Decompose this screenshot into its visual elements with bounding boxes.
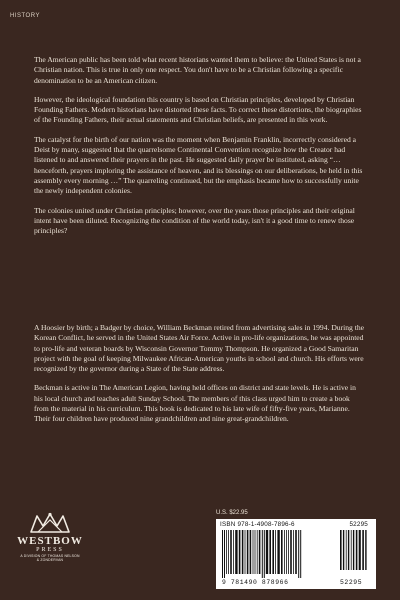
barcode-bar — [250, 530, 252, 574]
barcode-bar — [226, 530, 227, 574]
barcode-digits: 9 781490 878966 — [222, 579, 289, 586]
barcode-bar — [281, 530, 283, 574]
barcode-bar — [222, 530, 223, 578]
barcode-bar — [300, 530, 301, 578]
barcode-bar — [298, 530, 299, 578]
barcode-bar — [259, 530, 261, 574]
barcode-bar — [295, 530, 297, 574]
barcode-bar — [245, 530, 246, 574]
barcode-bar — [348, 530, 349, 570]
barcode-bar — [269, 530, 271, 574]
author-bio — [34, 323, 365, 434]
price-label: U.S. $22.95 — [216, 510, 248, 516]
description-paragraph: However, the ideological foundation this country is based on Christian principles, developed by Christian Founding Fathers. Modern historians have distorted these facts. To correct these distortions, the biographies of the Founding Fathers, their actual statements and Christian beliefs, are presented in this work. — [34, 94, 362, 125]
publisher-name: WESTBOW — [17, 535, 83, 547]
barcode-bar — [233, 530, 234, 574]
barcode-bar — [359, 530, 361, 570]
barcode-bar — [253, 530, 254, 574]
barcode-bar — [284, 530, 285, 574]
barcode-addon-digits: 52295 — [340, 579, 363, 586]
barcode-bar — [288, 530, 289, 574]
publisher-press: PRESS — [36, 547, 64, 553]
description-paragraph: The American public has been told what recent historians wanted them to believe: the United States is not a Christian nation. This is true in only one respect. You don't have to be a Christian following a specific denomination to be an American citizen. — [34, 55, 361, 85]
barcode-bar — [351, 530, 352, 570]
barcode-bar — [275, 530, 276, 574]
barcode-bar — [264, 530, 265, 578]
barcode-bar — [262, 530, 263, 578]
barcode-bar — [343, 530, 344, 570]
description-paragraph: The catalyst for the birth of our nation was the moment when Benjamin Franklin, incorrectly considered a Deist by many, suggested that the quarrelsome Continental Convention recognize how the Creator had listened to and answered their prayers in the past. He suggested daily prayer be instituted, asking “… henceforth, prayers imploring the assistance of heaven, and its blessings on our deliberations, be held in this assembly every morning …” The quarreling continued, but the emphasis became how to successfully unite the newly independent colonies. — [34, 134, 363, 196]
westbow-crown-mark-icon — [27, 512, 73, 534]
barcode-bar — [228, 530, 229, 574]
barcode-bar — [290, 530, 292, 574]
isbn-text-row — [220, 521, 372, 528]
barcode-bars — [220, 530, 372, 578]
barcode-bar — [224, 530, 225, 578]
barcode-bar — [277, 530, 279, 574]
barcode-bar — [356, 530, 358, 570]
barcode-bar — [286, 530, 287, 574]
barcode-bar — [266, 530, 268, 574]
isbn-addon-code: 52295 — [349, 521, 368, 528]
barcode-bar — [230, 530, 232, 574]
publisher-logo — [10, 512, 90, 562]
barcode-bar — [255, 530, 256, 574]
description-paragraph: The colonies united under Christian principles; however, over the years those principles and their original intent have been diluted. Recognizing the condition of the world today, isn't it a good time to renew those principles? — [34, 205, 355, 236]
bio-paragraph: Beckman is active in The American Legion, having held offices on district and state levels. He is active in his local church and teaches adult Sunday School. The members of this class urged him to create a book from the material in his curriculum. This book is dedicated to his late wife of fifty-five years, Marianne. Their four children have produced nine grandchildren and nine great-grandchildren. — [34, 383, 356, 424]
barcode-bar — [362, 530, 364, 570]
category-label: HISTORY — [10, 13, 40, 19]
barcode-bar — [353, 530, 354, 570]
barcode-bar — [365, 530, 366, 570]
barcode-bar — [242, 530, 244, 574]
bio-paragraph: A Hoosier by birth; a Badger by choice, William Beckman retired from advertising sales in 1994. During the Korean Conflict, he served in the United States Air Force. Active in pro-life organizations, he was appointed to pro-life and veteran boards by Wisconsin Governor Tommy Thompson. He organized a Good Samaritan project with the goal of keeping Milwaukee African-American youths in school and church. His efforts were recognized by the governor during a State of the State address. — [34, 323, 365, 374]
barcode-bar — [247, 530, 249, 574]
publisher-division-line: & ZONDERVAN — [36, 558, 64, 563]
barcode-bar — [346, 530, 347, 570]
barcode-bar — [293, 530, 294, 574]
barcode-bar — [340, 530, 342, 570]
publisher-division-line: A DIVISION OF THOMAS NELSON — [20, 554, 80, 558]
book-description — [34, 55, 365, 245]
barcode-bar — [239, 530, 241, 574]
barcode-bar — [235, 530, 237, 574]
barcode-bar — [257, 530, 258, 574]
barcode-bar — [272, 530, 274, 574]
isbn-barcode — [216, 519, 376, 589]
isbn-number: ISBN 978-1-4908-7896-6 — [220, 521, 295, 528]
